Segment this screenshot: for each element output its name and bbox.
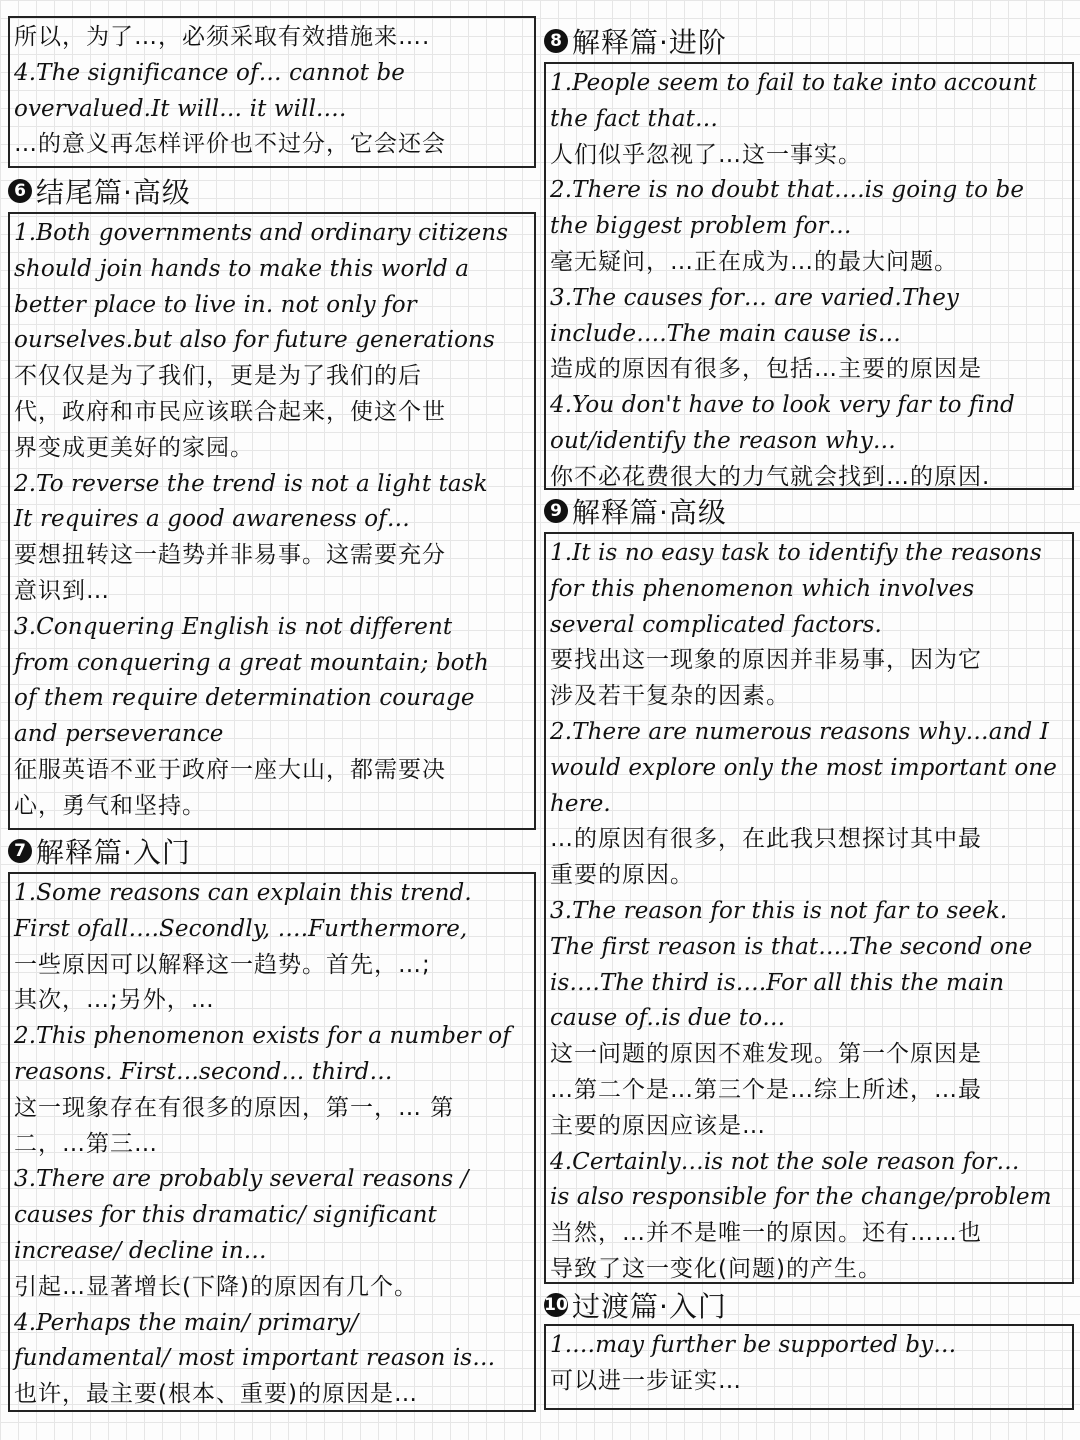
text-line: 这一问题的原因不难发现。第一个原因是 <box>550 1041 982 1068</box>
text-line: 心，勇气和坚持。 <box>14 792 206 819</box>
text-line: 重要的原因。 <box>550 862 694 889</box>
text-line: and perseverance <box>14 721 224 748</box>
text-line: 代，政府和市民应该联合起来，使这个世 <box>14 398 446 425</box>
section-9-number-badge: 9 <box>544 499 568 523</box>
text-line: 2.This phenomenon exists for a number of <box>14 1023 511 1050</box>
text-line: 也许，最主要(根本、重要)的原因是… <box>14 1381 418 1408</box>
text-line: increase/ decline in… <box>14 1237 267 1264</box>
text-line: 3.There are probably several reasons / <box>14 1166 469 1193</box>
text-line: from conquering a great mountain; both <box>14 649 489 676</box>
section-8-lines <box>550 66 1068 490</box>
text-line: the fact that… <box>550 105 719 132</box>
text-line: 当然，…并不是唯一的原因。还有……也 <box>550 1220 982 1247</box>
text-line: 2.To reverse the trend is not a light task <box>14 470 488 497</box>
section-10-heading <box>544 1286 727 1324</box>
section-9-box <box>544 532 1074 1284</box>
text-line: …的原因有很多，在此我只想探讨其中最 <box>550 826 982 853</box>
section-10-box <box>544 1324 1074 1410</box>
text-line: It requires a good awareness of… <box>14 506 410 533</box>
text-line: 4.Perhaps the main/ primary/ <box>14 1309 359 1336</box>
text-line: 一些原因可以解释这一趋势。首先，…; <box>14 951 431 978</box>
text-line: 1.…may further be supported by… <box>550 1332 957 1358</box>
section-8-heading <box>544 22 727 60</box>
text-line: 4.Certainly…is not the sole reason for… <box>550 1148 1020 1175</box>
section-7-number-badge: 7 <box>8 839 32 863</box>
text-line: 这一现象存在有很多的原因，第一，… 第 <box>14 1094 455 1121</box>
text-line: overvalued.It will… it will.… <box>14 95 347 122</box>
text-line: 征服英语不亚于政府一座大山，都需要决 <box>14 756 446 783</box>
text-line: 2.There are numerous reasons why…and I <box>550 718 1049 745</box>
text-line: 导致了这一变化(问题)的产生。 <box>550 1255 882 1282</box>
text-line: 其次，…;另外，… <box>14 987 215 1014</box>
text-line: 3.Conquering English is not different <box>14 613 453 640</box>
section-6-number-badge: 6 <box>8 179 32 203</box>
text-line: reasons. First…second… third… <box>14 1058 393 1085</box>
section-6-lines <box>14 216 530 825</box>
section-top-box <box>8 16 536 168</box>
section-6-title: 结尾篇·高级 <box>36 176 191 209</box>
text-line: the biggest problem for… <box>550 213 852 240</box>
section-10-lines <box>550 1328 1068 1400</box>
text-line: 1.It is no easy task to identify the reasons <box>550 540 1042 566</box>
text-line: …的意义再怎样评价也不过分，它会还会 <box>14 131 446 158</box>
section-8-number-badge: 8 <box>544 29 568 53</box>
section-6-heading <box>8 172 191 210</box>
text-line: here. <box>550 790 611 817</box>
text-line: 不仅仅是为了我们，更是为了我们的后 <box>14 363 422 390</box>
section-10-title: 过渡篇·入门 <box>572 1290 727 1323</box>
text-line: The first reason is that….The second one <box>550 933 1033 960</box>
text-line: 意识到… <box>14 577 110 604</box>
text-line: is….The third is….For all this the main <box>550 969 1005 996</box>
text-line: 1.Both governments and ordinary citizens <box>14 220 509 246</box>
text-line: 二，…第三… <box>14 1130 158 1157</box>
section-8-box <box>544 62 1074 490</box>
section-9-title: 解释篇·高级 <box>572 496 727 529</box>
text-line: causes for this dramatic/ significant <box>14 1202 437 1229</box>
text-line: ourselves.but also for future generations <box>14 327 495 354</box>
section-top-lines <box>14 20 530 163</box>
text-line: 4.You don't have to look very far to find <box>550 392 1015 419</box>
text-line: 2.There is no doubt that….is going to be <box>550 177 1025 204</box>
text-line: 毫无疑问，…正在成为…的最大问题。 <box>550 248 958 275</box>
text-line: 所以，为了…，必须采取有效措施来…. <box>14 24 431 50</box>
text-line: should join hands to make this world a <box>14 255 470 282</box>
section-6-box <box>8 212 536 830</box>
text-line: 4.The significance of… cannot be <box>14 59 405 86</box>
text-line: for this phenomenon which involves <box>550 575 975 602</box>
text-line: 3.The reason for this is not far to seek. <box>550 897 1008 924</box>
text-line: fundamental/ most important reason is… <box>14 1345 496 1372</box>
text-line: 界变成更美好的家园。 <box>14 434 254 461</box>
section-9-lines <box>550 536 1068 1284</box>
text-line: 造成的原因有很多，包括…主要的原因是 <box>550 356 982 383</box>
text-line: 1.People seem to fail to take into account <box>550 70 1037 96</box>
text-line: several complicated factors. <box>550 611 882 638</box>
text-line: 要想扭转这一趋势并非易事。这需要充分 <box>14 542 446 569</box>
text-line: First ofall….Secondly, ….Furthermore, <box>14 915 468 942</box>
section-9-heading <box>544 492 727 530</box>
text-line: out/identify the reason why… <box>550 427 896 454</box>
text-line: 要找出这一现象的原因并非易事，因为它 <box>550 647 982 674</box>
text-line: better place to live in. not only for <box>14 291 417 318</box>
text-line: 可以进一步证实… <box>550 1367 742 1394</box>
section-7-title: 解释篇·入门 <box>36 836 191 869</box>
text-line: 人们似乎忽视了…这一事实。 <box>550 141 862 168</box>
text-line: 引起…显著增长(下降)的原因有几个。 <box>14 1273 418 1300</box>
section-7-lines <box>14 876 530 1412</box>
text-line: …第二个是…第三个是…综上所述，…最 <box>550 1076 982 1103</box>
text-line: 3.The causes for… are varied.They <box>550 284 960 311</box>
text-line: 涉及若干复杂的因素。 <box>550 683 790 710</box>
section-7-heading <box>8 832 191 870</box>
text-line: include….The main cause is… <box>550 320 901 347</box>
text-line: 你不必花费很大的力气就会找到…的原因. <box>550 463 991 490</box>
text-line: of them require determination courage <box>14 685 475 712</box>
section-10-number-badge: 10 <box>544 1295 568 1315</box>
section-8-title: 解释篇·进阶 <box>572 26 727 59</box>
text-line: 1.Some reasons can explain this trend. <box>14 880 472 906</box>
text-line: would explore only the most important one <box>550 754 1057 781</box>
text-line: 主要的原因应该是… <box>550 1112 766 1139</box>
text-line: cause of..is due to… <box>550 1005 786 1032</box>
section-7-box <box>8 872 536 1412</box>
text-line: is also responsible for the change/problem <box>550 1184 1052 1211</box>
